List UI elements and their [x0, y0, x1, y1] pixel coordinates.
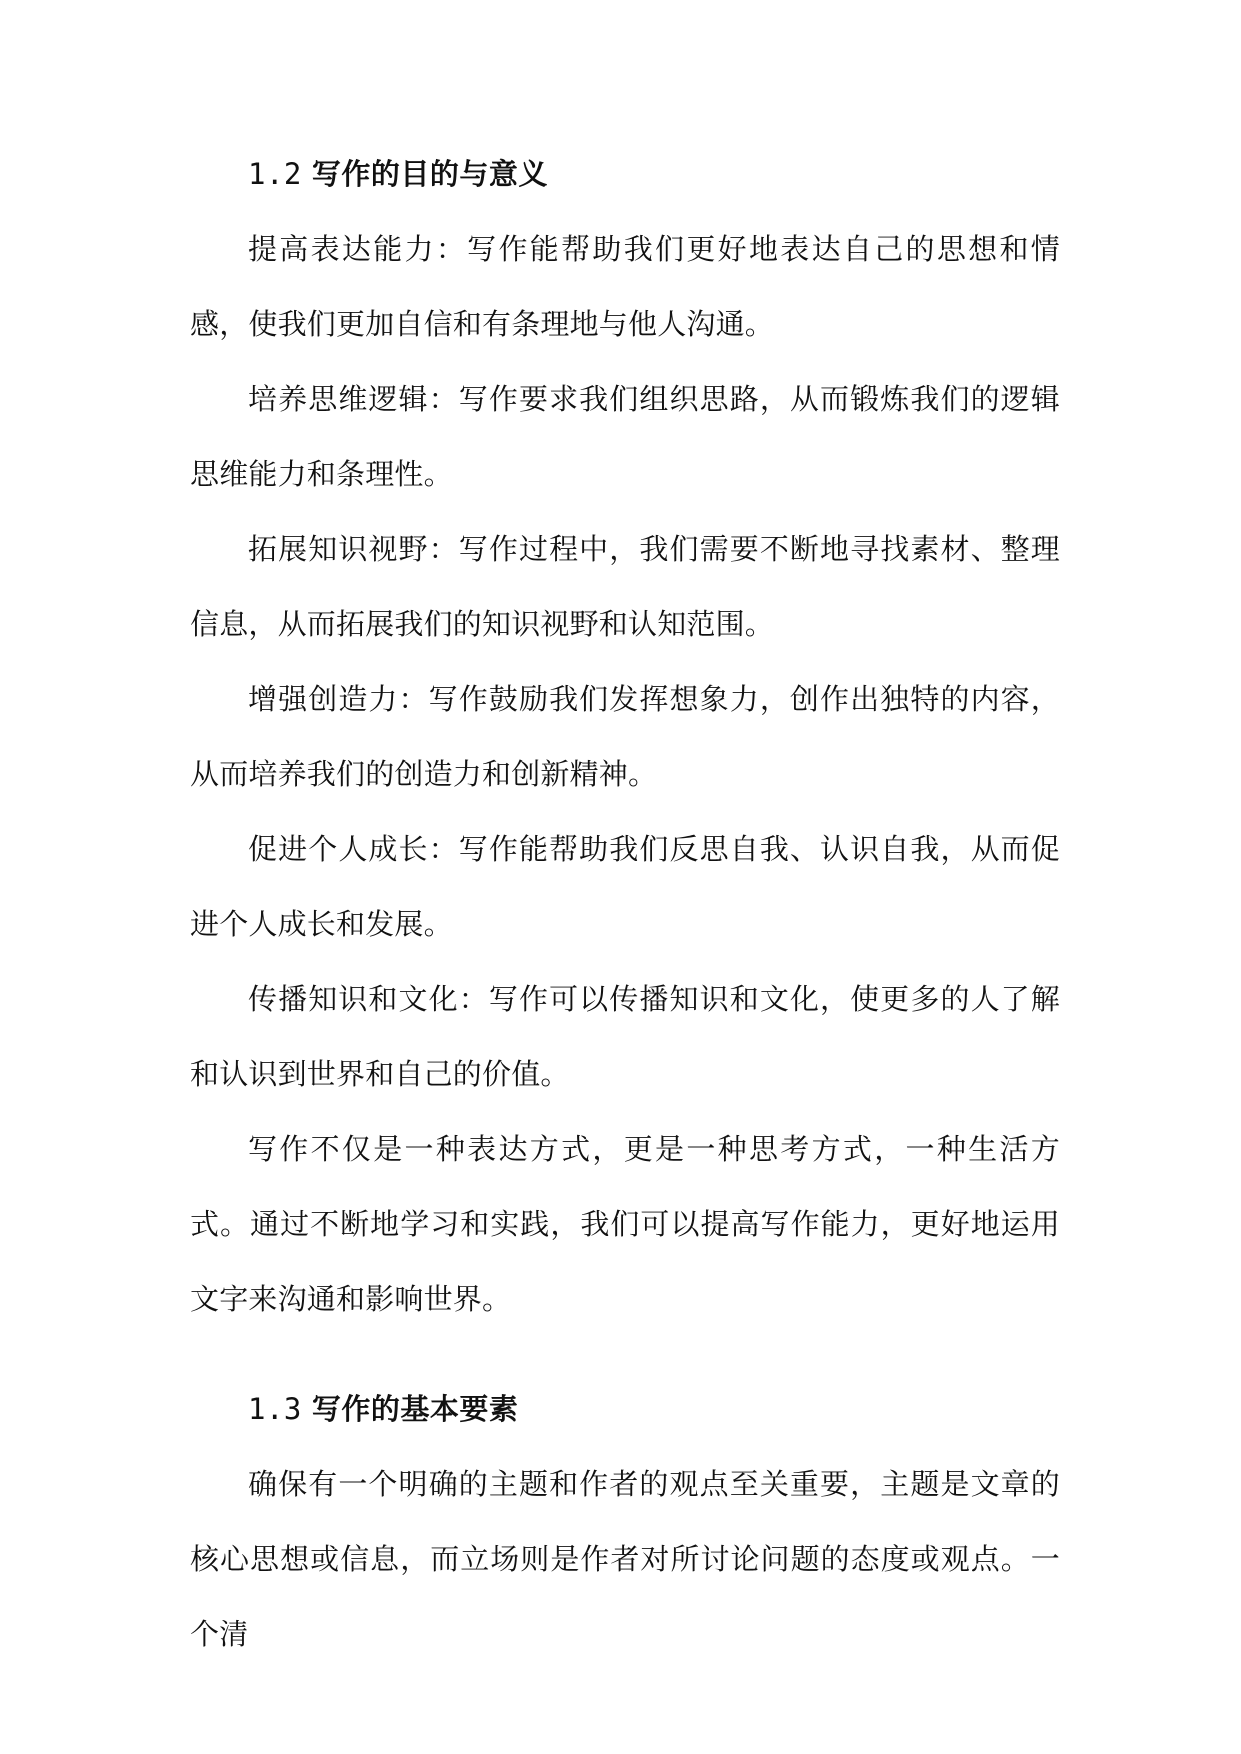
paragraph-knowledge: 拓展知识视野：写作过程中，我们需要不断地寻找素材、整理信息，从而拓展我们的知识视野和认知范围。 [190, 532, 1060, 641]
paragraph-theme: 确保有一个明确的主题和作者的观点至关重要，主题是文章的核心思想或信息，而立场则是作者对所讨论问题的态度或观点。一个清 [190, 1467, 1060, 1651]
paragraph-expression: 提高表达能力：写作能帮助我们更好地表达自己的思想和情感，使我们更加自信和有条理地与他人沟通。 [190, 232, 1060, 341]
paragraph-growth: 促进个人成长：写作能帮助我们反思自我、认识自我，从而促进个人成长和发展。 [190, 832, 1060, 941]
document-body [190, 138, 1060, 1672]
paragraph-culture: 传播知识和文化：写作可以传播知识和文化，使更多的人了解和认识到世界和自己的价值。 [190, 982, 1060, 1091]
section-title: 写作的目的与意义 [311, 157, 548, 191]
section-heading-1-3 [190, 1373, 1060, 1445]
paragraph-logic: 培养思维逻辑：写作要求我们组织思路，从而锻炼我们的逻辑思维能力和条理性。 [190, 382, 1060, 491]
paragraph-summary: 写作不仅是一种表达方式，更是一种思考方式，一种生活方式。通过不断地学习和实践，我们可以提高写作能力，更好地运用文字来沟通和影响世界。 [190, 1132, 1060, 1316]
section-heading-1-2 [190, 138, 1060, 210]
section-title: 写作的基本要素 [311, 1392, 519, 1426]
paragraph-creativity: 增强创造力：写作鼓励我们发挥想象力，创作出独特的内容，从而培养我们的创造力和创新精神。 [190, 682, 1060, 791]
section-number: 1.3 [248, 1392, 302, 1426]
section-number: 1.2 [248, 157, 302, 191]
